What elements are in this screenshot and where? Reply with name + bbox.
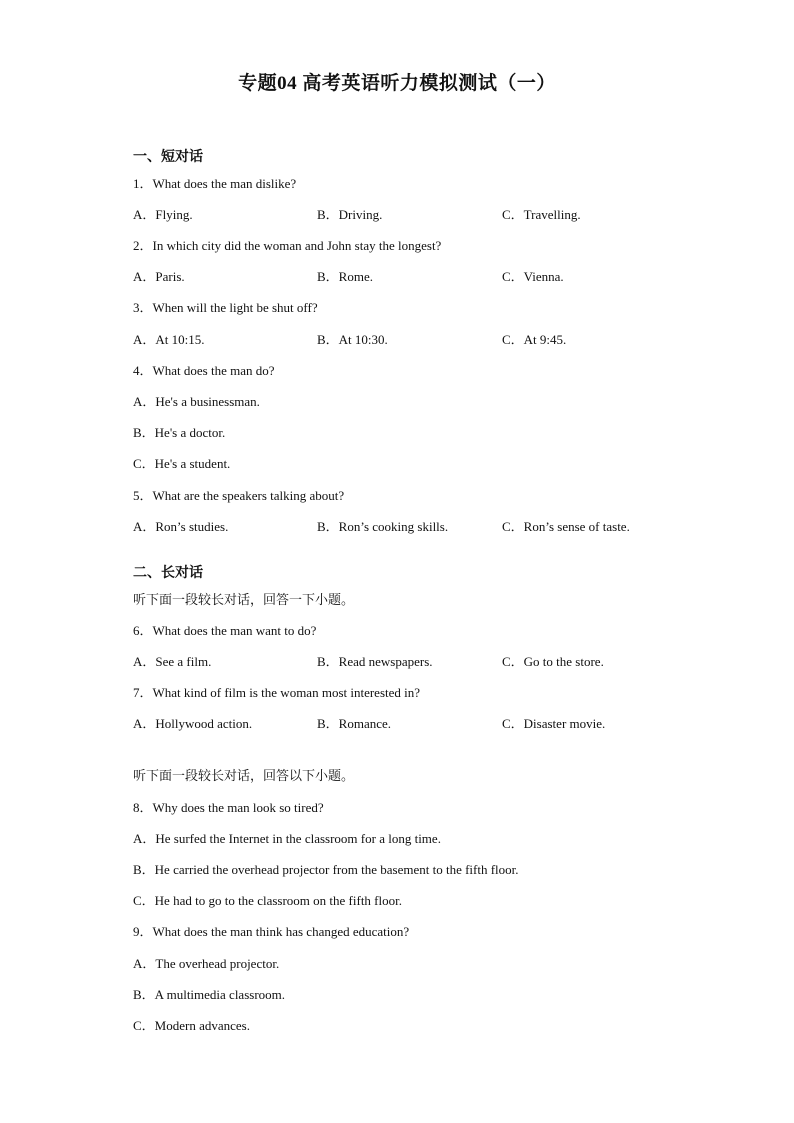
question-8-option-a: A．He surfed the Internet in the classroom for a long time. [133, 831, 441, 846]
question-7-option-a: A．Hollywood action. [133, 716, 253, 731]
question-9-option-a: A．The overhead projector. [133, 956, 280, 971]
question-5-option-c: C．Ron’s sense of taste. [502, 519, 630, 534]
question-4-stem: 4．What does the man do? [133, 363, 275, 378]
question-9-stem: 9．What does the man think has changed education? [133, 924, 410, 939]
question-2-option-c: C．Vienna. [502, 269, 564, 284]
question-1-option-c: C．Travelling. [502, 207, 581, 222]
question-3-option-b: B．At 10:30. [317, 332, 388, 347]
question-1-option-a: A．Flying. [133, 207, 193, 222]
question-7-option-b: B．Romance. [317, 716, 392, 731]
question-5-option-a: A．Ron’s studies. [133, 519, 229, 534]
question-1-stem: 1．What does the man dislike? [133, 176, 297, 191]
question-3-option-a: A．At 10:15. [133, 332, 205, 347]
question-2-option-a: A．Paris. [133, 269, 185, 284]
section-heading-long-dialogues: 二、长对话 [133, 566, 203, 581]
page-title: 专题04 高考英语听力模拟测试（一） [238, 73, 556, 94]
question-8-stem: 8．Why does the man look so tired? [133, 800, 324, 815]
question-1-option-b: B．Driving. [317, 207, 383, 222]
section-heading-short-dialogues: 一、短对话 [133, 150, 203, 165]
question-6-option-c: C．Go to the store. [502, 654, 604, 669]
question-9-option-b: B．A multimedia classroom. [133, 987, 286, 1002]
question-5-stem: 5．What are the speakers talking about? [133, 488, 345, 503]
question-3-option-c: C．At 9:45. [502, 332, 567, 347]
question-8-option-b: B．He carried the overhead projector from the basement to the fifth floor. [133, 862, 519, 877]
question-6-stem: 6．What does the man want to do? [133, 623, 317, 638]
question-3-stem: 3．When will the light be shut off? [133, 300, 318, 315]
question-6-option-b: B．Read newspapers. [317, 654, 433, 669]
question-4-option-b: B．He's a doctor. [133, 425, 226, 440]
question-8-option-c: C．He had to go to the classroom on the fifth floor. [133, 893, 402, 908]
dialogue-intro-2: 听下面一段较长对话，回答以下小题。 [133, 768, 355, 783]
dialogue-intro-1: 听下面一段较长对话，回答一下小题。 [133, 592, 355, 607]
question-6-option-a: A．See a film. [133, 654, 212, 669]
question-4-option-a: A．He's a businessman. [133, 394, 260, 409]
question-7-stem: 7．What kind of film is the woman most interested in? [133, 685, 421, 700]
question-9-option-c: C．Modern advances. [133, 1018, 250, 1033]
question-4-option-c: C．He's a student. [133, 456, 231, 471]
question-2-option-b: B．Rome. [317, 269, 373, 284]
question-7-option-c: C．Disaster movie. [502, 716, 606, 731]
question-5-option-b: B．Ron’s cooking skills. [317, 519, 449, 534]
question-2-stem: 2．In which city did the woman and John stay the longest? [133, 238, 442, 253]
